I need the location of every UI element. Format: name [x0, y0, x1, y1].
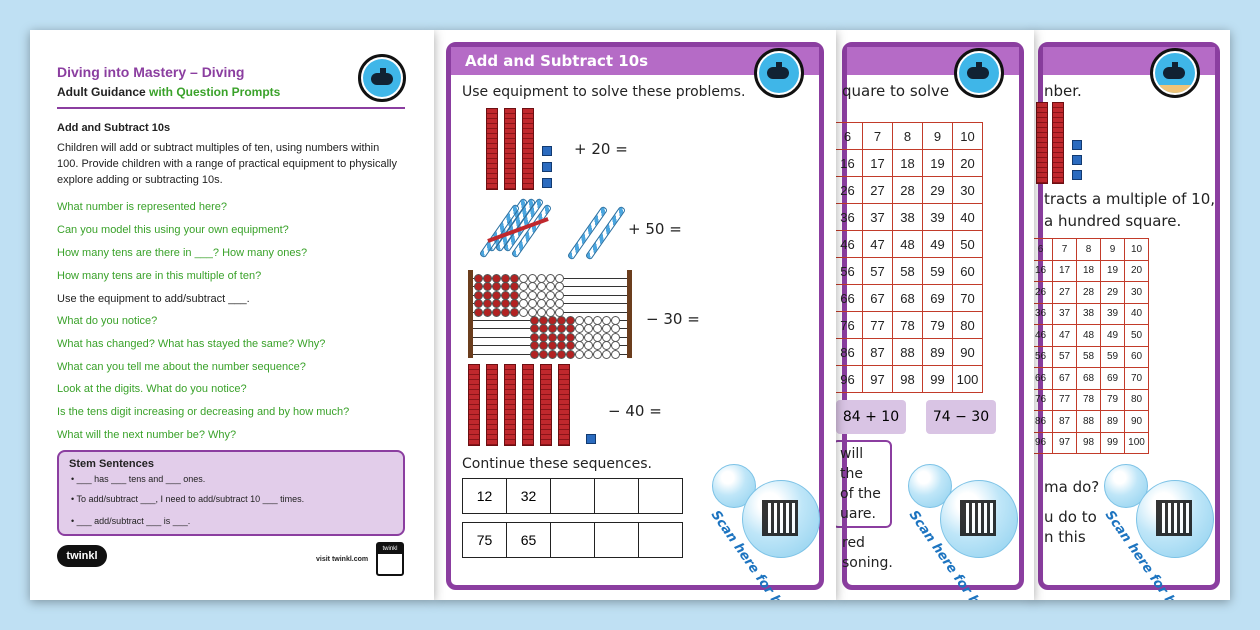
hundred-square-cell: 69	[1101, 368, 1125, 390]
hundred-square-cell: 86	[836, 339, 863, 366]
abacus-bead	[593, 350, 602, 359]
stem-sentence: • ___ add/subtract ___ is ___.	[71, 516, 191, 526]
hundred-square-row	[836, 150, 983, 177]
hundred-square-cell: 47	[1053, 325, 1077, 347]
hundred-square-cell: 49	[1101, 325, 1125, 347]
hundred-square-cell: 19	[923, 150, 953, 177]
bead-string-frame	[468, 270, 632, 358]
box-line: uare.	[840, 506, 876, 522]
hundred-square-cell: 38	[893, 204, 923, 231]
abacus-bead	[492, 299, 501, 308]
worksheet-title: Add and Subtract 10s	[465, 52, 649, 70]
sequence-cell: 65	[506, 522, 551, 558]
sequence-answer-cell[interactable]	[594, 522, 639, 558]
abacus-bead	[566, 350, 575, 359]
text-line: soning.	[842, 555, 893, 571]
abacus-bead	[492, 308, 501, 317]
question-prompt: What do you notice?	[57, 315, 158, 327]
hundred-square-cell: 8	[1077, 239, 1101, 261]
abacus-bead	[501, 299, 510, 308]
hundred-square-cell: 18	[1077, 260, 1101, 282]
hundred-square-row	[836, 285, 983, 312]
hundred-square-cell: 40	[1125, 303, 1149, 325]
hundred-square-cell: 67	[1053, 368, 1077, 390]
text-line: red	[842, 535, 865, 551]
text-line: ma do?	[1044, 478, 1100, 496]
hundred-square-cell: 27	[1053, 282, 1077, 304]
hundred-square-cell: 60	[953, 258, 983, 285]
hundred-square-cell: 89	[923, 339, 953, 366]
hundred-square-cell: 10	[953, 123, 983, 150]
abacus-bead	[548, 341, 557, 350]
hundred-square-cell: 48	[893, 231, 923, 258]
guidance-title: Diving into Mastery – Diving	[57, 64, 245, 80]
hundred-square-cell: 28	[893, 177, 923, 204]
question-prompt: Look at the digits. What do you notice?	[57, 383, 247, 395]
hundred-square-row	[1032, 432, 1149, 454]
abacus-bead	[557, 341, 566, 350]
hundred-square-cell: 28	[1077, 282, 1101, 304]
hundred-square-cell: 70	[953, 285, 983, 312]
hundred-square	[1032, 238, 1149, 454]
sequence-instruction: Continue these sequences.	[462, 456, 652, 472]
hundred-square-cell: 6	[836, 123, 863, 150]
quality-badge-icon: twinkl	[376, 542, 404, 576]
sum-card: 74 − 30	[926, 400, 996, 434]
hundred-square-cell: 80	[953, 312, 983, 339]
qr-code-icon[interactable]	[762, 500, 798, 536]
hundred-square-cell: 9	[923, 123, 953, 150]
subtitle-part-a: Adult Guidance	[57, 85, 146, 99]
hundred-square-row	[836, 204, 983, 231]
sequence-row-1	[462, 478, 682, 514]
abacus-bead	[566, 341, 575, 350]
hundred-square-cell: 96	[1032, 432, 1053, 454]
hundred-square-cell: 79	[923, 312, 953, 339]
hundred-square-row	[1032, 282, 1149, 304]
problem-4: − 40 =	[608, 402, 662, 420]
hundred-square-cell: 16	[1032, 260, 1053, 282]
abacus-bead	[584, 350, 593, 359]
abacus-bead	[528, 299, 537, 308]
hundred-square-row	[836, 339, 983, 366]
hundred-square-cell: 77	[863, 312, 893, 339]
question-prompt: How many tens are there in ___? How many ones?	[57, 247, 308, 259]
hundred-square-cell: 8	[893, 123, 923, 150]
hundred-square-cell: 97	[863, 366, 893, 393]
hundred-square-cell: 26	[836, 177, 863, 204]
abacus-bead	[510, 299, 519, 308]
hundred-square-cell: 17	[863, 150, 893, 177]
qr-code-icon[interactable]	[1156, 500, 1192, 536]
hundred-square-cell: 50	[1125, 325, 1149, 347]
hundred-square-cell: 30	[1125, 282, 1149, 304]
hundred-square-row	[1032, 368, 1149, 390]
hundred-square-cell: 78	[893, 312, 923, 339]
hundred-square-cell: 6	[1032, 239, 1053, 261]
question-prompt: Use the equipment to add/subtract ___.	[57, 293, 250, 305]
hundred-square-cell: 27	[863, 177, 893, 204]
question-prompt: What has changed? What has stayed the same? Why?	[57, 338, 326, 350]
text-line: a hundred square.	[1044, 212, 1182, 230]
hundred-square-cell: 88	[1077, 411, 1101, 433]
problem-3: − 30 =	[646, 310, 700, 328]
sequence-cell: 75	[462, 522, 507, 558]
hundred-square-cell: 98	[893, 366, 923, 393]
hundred-square-cell: 59	[1101, 346, 1125, 368]
abacus-bead	[519, 308, 528, 317]
submarine-logo-icon	[954, 48, 1004, 98]
hundred-square-cell: 70	[1125, 368, 1149, 390]
hundred-square-cell: 90	[1125, 411, 1149, 433]
question-prompt: What will the next number be? Why?	[57, 429, 237, 441]
sequence-answer-cell[interactable]	[550, 522, 595, 558]
hundred-square-cell: 59	[923, 258, 953, 285]
abacus-bead	[510, 308, 519, 317]
hundred-square	[836, 122, 983, 393]
problem-1: + 20 =	[574, 140, 628, 158]
hundred-square-cell: 49	[923, 231, 953, 258]
submarine-logo-icon	[1150, 48, 1200, 98]
hundred-square-cell: 66	[836, 285, 863, 312]
hundred-square-cell: 39	[923, 204, 953, 231]
hundred-square-cell: 87	[1053, 411, 1077, 433]
hundred-square-cell: 38	[1077, 303, 1101, 325]
guidance-subtitle	[57, 85, 280, 99]
hundred-square-cell: 76	[1032, 389, 1053, 411]
question-prompt: Is the tens digit increasing or decreasing and by how much?	[57, 406, 350, 418]
hundred-square-cell: 30	[953, 177, 983, 204]
hundred-square-cell: 86	[1032, 411, 1053, 433]
worksheet-page-2	[836, 30, 1034, 600]
hundred-square-cell: 88	[893, 339, 923, 366]
hundred-square-row	[836, 177, 983, 204]
text-line: u do to	[1044, 508, 1097, 526]
hundred-square-row	[1032, 260, 1149, 282]
footer-url[interactable]: visit twinkl.com	[316, 556, 369, 563]
abacus-bead	[611, 341, 620, 350]
hundred-square-cell: 9	[1101, 239, 1125, 261]
abacus-bead	[557, 350, 566, 359]
guidance-intro: Children will add or subtract multiples of ten, using numbers within 100. Provide children with a range of practical equipment to physically explore adding or subtracting 10s.	[57, 142, 397, 186]
hundred-square-cell: 16	[836, 150, 863, 177]
sequence-answer-cell[interactable]	[638, 478, 683, 514]
hundred-square-cell: 48	[1077, 325, 1101, 347]
adult-guidance-page	[30, 30, 434, 600]
hundred-square-cell: 39	[1101, 303, 1125, 325]
text-line: n this	[1044, 528, 1086, 546]
abacus-bead	[584, 341, 593, 350]
sequence-row-2	[462, 522, 682, 558]
abacus-bead	[548, 350, 557, 359]
hundred-square-cell: 7	[1053, 239, 1077, 261]
abacus-bead	[555, 299, 564, 308]
hundred-square-cell: 99	[923, 366, 953, 393]
abacus-bead	[474, 299, 483, 308]
abacus-bead	[539, 341, 548, 350]
stem-sentence: • To add/subtract ___, I need to add/subtract 10 ___ times.	[71, 494, 305, 504]
worksheet-page-3	[1032, 30, 1230, 600]
hundred-square-cell: 67	[863, 285, 893, 312]
abacus-bead	[611, 350, 620, 359]
stem-title: Stem Sentences	[69, 458, 154, 470]
sequence-cell: 32	[506, 478, 551, 514]
hundred-square-row	[836, 231, 983, 258]
twinkl-logo: twinkl	[57, 545, 107, 567]
question-prompt: What can you tell me about the number sequence?	[57, 361, 306, 373]
hundred-square-row	[836, 312, 983, 339]
hundred-square-cell: 99	[1101, 432, 1125, 454]
hundred-square-cell: 79	[1101, 389, 1125, 411]
instruction-text: quare to solve	[842, 82, 950, 100]
hundred-square-cell: 68	[893, 285, 923, 312]
hundred-square-row	[1032, 411, 1149, 433]
hundred-square-cell: 90	[953, 339, 983, 366]
hundred-square-cell: 57	[1053, 346, 1077, 368]
hundred-square-row	[1032, 325, 1149, 347]
hundred-square-cell: 17	[1053, 260, 1077, 282]
stem-sentence: • ___ has ___ tens and ___ ones.	[71, 474, 206, 484]
sequence-answer-cell[interactable]	[550, 478, 595, 514]
hundred-square-cell: 57	[863, 258, 893, 285]
hundred-square-cell: 76	[836, 312, 863, 339]
hundred-square-cell: 100	[953, 366, 983, 393]
hundred-square-cell: 58	[893, 258, 923, 285]
question-prompt: What number is represented here?	[57, 201, 227, 213]
hundred-square-cell: 87	[863, 339, 893, 366]
hundred-square-cell: 89	[1101, 411, 1125, 433]
speech-box	[836, 440, 892, 528]
hundred-square-row	[1032, 389, 1149, 411]
hundred-square-cell: 20	[1125, 260, 1149, 282]
hundred-square-cell: 29	[923, 177, 953, 204]
abacus-bead	[593, 341, 602, 350]
abacus-bead	[530, 341, 539, 350]
abacus-bead	[474, 308, 483, 317]
sequence-cell: 12	[462, 478, 507, 514]
hundred-square-cell: 40	[953, 204, 983, 231]
hundred-square-cell: 18	[893, 150, 923, 177]
hundred-square-cell: 10	[1125, 239, 1149, 261]
hundred-square-cell: 69	[923, 285, 953, 312]
abacus-bead	[575, 350, 584, 359]
box-line: of the	[840, 486, 881, 502]
hundred-square-cell: 58	[1077, 346, 1101, 368]
hundred-square-cell: 37	[1053, 303, 1077, 325]
box-line: will	[840, 446, 864, 462]
abacus-bead	[501, 308, 510, 317]
hundred-square-cell: 37	[863, 204, 893, 231]
sequence-answer-cell[interactable]	[638, 522, 683, 558]
hundred-square-cell: 20	[953, 150, 983, 177]
worksheet-page-1	[434, 30, 836, 600]
hundred-square-cell: 56	[1032, 346, 1053, 368]
hundred-square-cell: 19	[1101, 260, 1125, 282]
hundred-square-row	[836, 123, 983, 150]
abacus-bead	[575, 341, 584, 350]
hundred-square-cell: 100	[1125, 432, 1149, 454]
box-line: the	[840, 466, 863, 482]
stem-sentences-box	[57, 450, 405, 536]
hundred-square-row	[1032, 239, 1149, 261]
subtitle-part-b: with Question Prompts	[145, 85, 281, 99]
text-line: tracts a multiple of 10,	[1044, 190, 1216, 208]
abacus-bead	[483, 308, 492, 317]
hundred-square-cell: 56	[836, 258, 863, 285]
guidance-heading: Add and Subtract 10s	[57, 122, 171, 134]
hundred-square-cell: 26	[1032, 282, 1053, 304]
abacus-bead	[602, 350, 611, 359]
hundred-square-cell: 7	[863, 123, 893, 150]
hundred-square-cell: 77	[1053, 389, 1077, 411]
abacus-bead	[539, 350, 548, 359]
hundred-square-cell: 68	[1077, 368, 1101, 390]
abacus-bead	[546, 299, 555, 308]
text-line: nber.	[1044, 82, 1082, 100]
question-prompt: Can you model this using your own equipment?	[57, 224, 289, 236]
hundred-square-cell: 46	[1032, 325, 1053, 347]
hundred-square-cell: 50	[953, 231, 983, 258]
hundred-square-cell: 36	[1032, 303, 1053, 325]
hundred-square-cell: 36	[836, 204, 863, 231]
abacus-bead	[537, 299, 546, 308]
hundred-square-cell: 46	[836, 231, 863, 258]
abacus-bead	[483, 299, 492, 308]
hundred-square-cell: 47	[863, 231, 893, 258]
hundred-square-row	[836, 258, 983, 285]
qr-code-icon[interactable]	[960, 500, 996, 536]
problem-2: + 50 =	[628, 220, 682, 238]
hundred-square-cell: 78	[1077, 389, 1101, 411]
hundred-square-cell: 60	[1125, 346, 1149, 368]
hundred-square-cell: 29	[1101, 282, 1125, 304]
hundred-square-row	[836, 366, 983, 393]
divider	[57, 107, 405, 109]
hundred-square-cell: 80	[1125, 389, 1149, 411]
hundred-square-row	[1032, 346, 1149, 368]
submarine-logo-icon	[358, 54, 406, 102]
hundred-square-cell: 98	[1077, 432, 1101, 454]
abacus-bead	[530, 350, 539, 359]
sum-card: 84 + 10	[836, 400, 906, 434]
hundred-square-cell: 97	[1053, 432, 1077, 454]
question-prompt: How many tens are in this multiple of ten?	[57, 270, 262, 282]
submarine-logo-icon	[754, 48, 804, 98]
sequence-answer-cell[interactable]	[594, 478, 639, 514]
abacus-bead	[519, 299, 528, 308]
instruction-text: Use equipment to solve these problems.	[462, 84, 746, 100]
hundred-square-cell: 66	[1032, 368, 1053, 390]
hundred-square-row	[1032, 303, 1149, 325]
hundred-square-cell: 96	[836, 366, 863, 393]
abacus-bead	[602, 341, 611, 350]
